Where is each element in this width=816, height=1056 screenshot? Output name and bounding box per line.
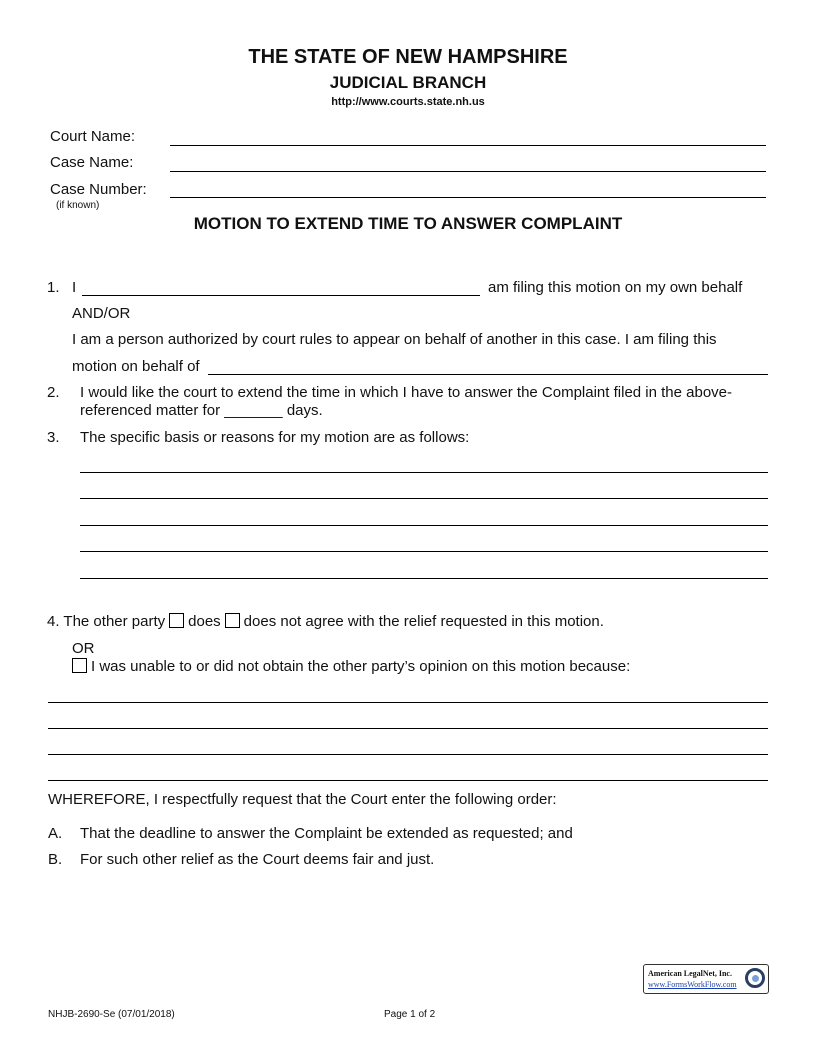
case-name-label: Case Name: (50, 154, 134, 171)
reasons-line-5[interactable] (80, 578, 768, 579)
does-not-text: does not agree with the relief requested in this motion. (243, 613, 604, 630)
authorized-text: I am a person authorized by court rules to appear on behalf of another in this case. I am filing this (72, 331, 717, 348)
own-behalf-text: am filing this motion on my own behalf (488, 279, 743, 296)
unable-text: I was unable to or did not obtain the other party’s opinion on this motion because: (91, 658, 631, 675)
item-1-i: I (72, 279, 77, 296)
item-3-number: 3. (47, 429, 60, 446)
form-id: NHJB-2690-Se (07/01/2018) (48, 1009, 175, 1020)
logo-url[interactable]: www.FormsWorkFlow.com (648, 980, 737, 989)
unable-line-2[interactable] (48, 728, 768, 729)
case-number-field[interactable] (170, 197, 766, 198)
or-text: OR (72, 640, 95, 657)
order-a-text: That the deadline to answer the Complaint be extended as requested; and (80, 825, 573, 842)
reasons-line-1[interactable] (80, 472, 768, 473)
item-4-row (47, 613, 604, 630)
item-2-line2 (80, 402, 323, 419)
does-text: does (188, 613, 221, 630)
unable-line-3[interactable] (48, 754, 768, 755)
motion-title: MOTION TO EXTEND TIME TO ANSWER COMPLAINT (193, 214, 623, 233)
american-legalnet-logo[interactable] (643, 964, 769, 994)
item-2-line2a: referenced matter for (80, 402, 221, 419)
logo-swirl-icon (745, 968, 765, 988)
item-2-number: 2. (47, 384, 60, 401)
does-checkbox[interactable] (169, 613, 184, 628)
court-name-field[interactable] (170, 145, 766, 146)
order-b-text: For such other relief as the Court deems fair and just. (80, 851, 435, 868)
case-number-label: Case Number: (50, 181, 147, 198)
case-name-field[interactable] (170, 171, 766, 172)
item-3-text: The specific basis or reasons for my motion are as follows: (80, 429, 470, 446)
court-name-label: Court Name: (50, 128, 136, 145)
item-4-number: 4. (47, 613, 60, 630)
behalf-of-text: motion on behalf of (72, 358, 200, 375)
item-2-line1: I would like the court to extend the time in which I have to answer the Complaint filed in the above- (80, 384, 733, 401)
reasons-line-3[interactable] (80, 525, 768, 526)
wherefore-text: WHEREFORE, I respectfully request that the Court enter the following order: (48, 791, 557, 808)
state-heading: THE STATE OF NEW HAMPSHIRE (248, 46, 568, 68)
unable-checkbox[interactable] (72, 658, 87, 673)
unable-line-4[interactable] (48, 780, 768, 781)
unable-row (68, 658, 630, 675)
item-2-line2b: days. (286, 402, 323, 419)
unable-line-1[interactable] (48, 702, 768, 703)
if-known-note: (if known) (56, 200, 100, 211)
reasons-line-4[interactable] (80, 551, 768, 552)
branch-heading: JUDICIAL BRANCH (329, 73, 487, 92)
court-url[interactable]: http://www.courts.state.nh.us (331, 96, 485, 108)
page-number: Page 1 of 2 (384, 1009, 436, 1020)
days-field[interactable]: _______ (224, 402, 283, 419)
order-a-letter: A. (48, 825, 63, 842)
other-party-text: The other party (63, 613, 166, 630)
item-1-number: 1. (47, 279, 60, 296)
logo-name: American LegalNet, Inc. (648, 969, 732, 978)
does-not-checkbox[interactable] (225, 613, 240, 628)
order-b-letter: B. (48, 851, 63, 868)
andor-text: AND/OR (72, 305, 131, 322)
filer-name-field[interactable] (82, 295, 480, 296)
reasons-line-2[interactable] (80, 498, 768, 499)
behalf-of-field[interactable] (208, 374, 768, 375)
